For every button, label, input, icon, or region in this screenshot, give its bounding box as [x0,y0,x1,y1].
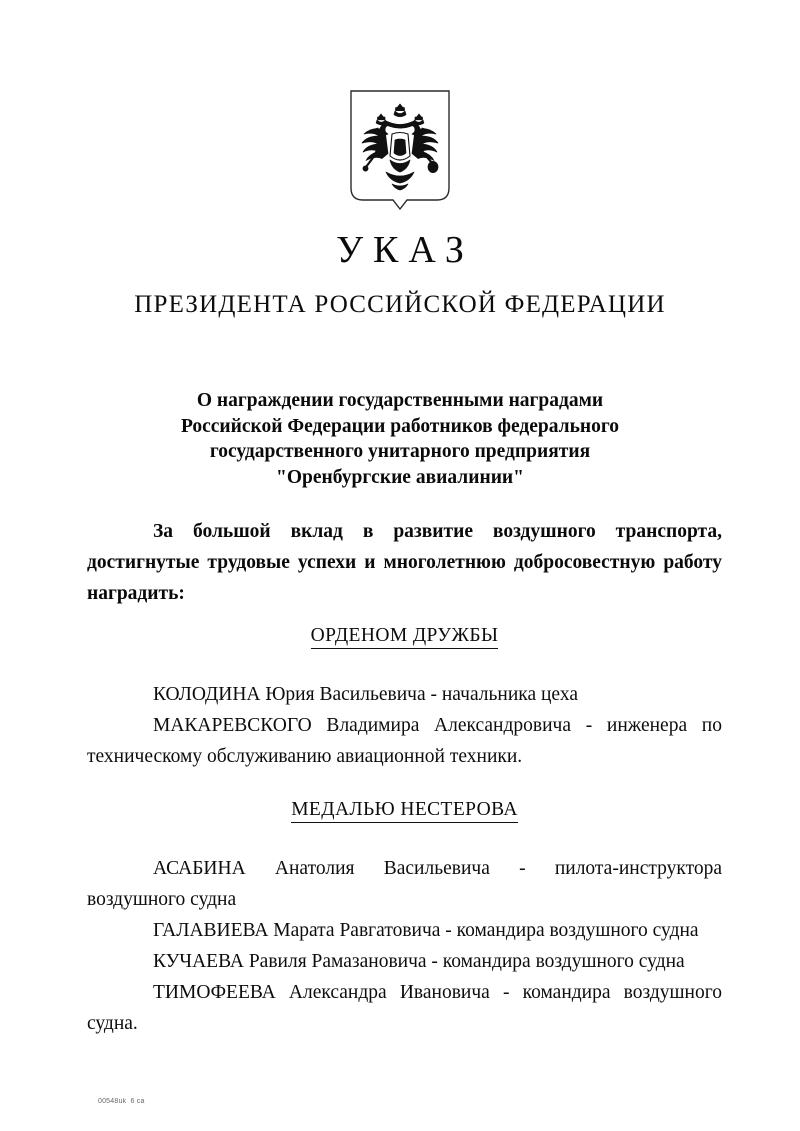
about-line: государственного унитарного предприятия [209,441,591,462]
footer-stamp: 00548uk 6 ca [98,1098,145,1105]
award-heading-text: ОРДЕНОМ ДРУЖБЫ [311,625,499,649]
about-line: "Оренбургские авиалинии" [276,466,524,488]
about-line: О награждении государственными наградами [196,390,604,411]
recipient-entry: КУЧАЕВА Равиля Рамазановича - командира воздушного судна [153,951,685,972]
recipient-entry: ТИМОФЕЕВА Александра Ивановича - командира воздушного судна. [87,982,722,1034]
recipient-list-order [87,679,722,772]
about-line: Российской Федерации работников федерального [180,415,620,437]
russian-coat-of-arms-icon [348,88,452,220]
award-heading-order [87,626,722,646]
award-heading-text: МЕДАЛЬЮ НЕСТЕРОВА [291,799,518,823]
page-title: УКАЗ [336,229,474,271]
lead-paragraph: За большой вклад в развитие воздушного транспорта, достигнутые трудовые успехи и многолетнюю добросовестную работу наградить: [87,521,722,604]
page-subtitle: ПРЕЗИДЕНТА РОССИЙСКОЙ ФЕДЕРАЦИИ [134,291,666,318]
coat-of-arms-emblem [0,88,800,220]
award-heading-medal [87,800,722,820]
recipient-list-medal [87,853,722,1039]
recipient-entry: КОЛОДИНА Юрия Васильевича - начальника цеха [153,684,578,705]
recipient-entry: МАКАРЕВСКОГО Владимира Александровича - инженера по техническому обслуживанию авиационной техники. [87,715,722,767]
decree-about-block [120,388,680,490]
recipient-entry: АСАБИНА Анатолия Васильевича - пилота-инструктора воздушного судна [87,858,722,910]
recipient-entry: ГАЛАВИЕВА Марата Равгатовича - командира воздушного судна [153,920,699,941]
